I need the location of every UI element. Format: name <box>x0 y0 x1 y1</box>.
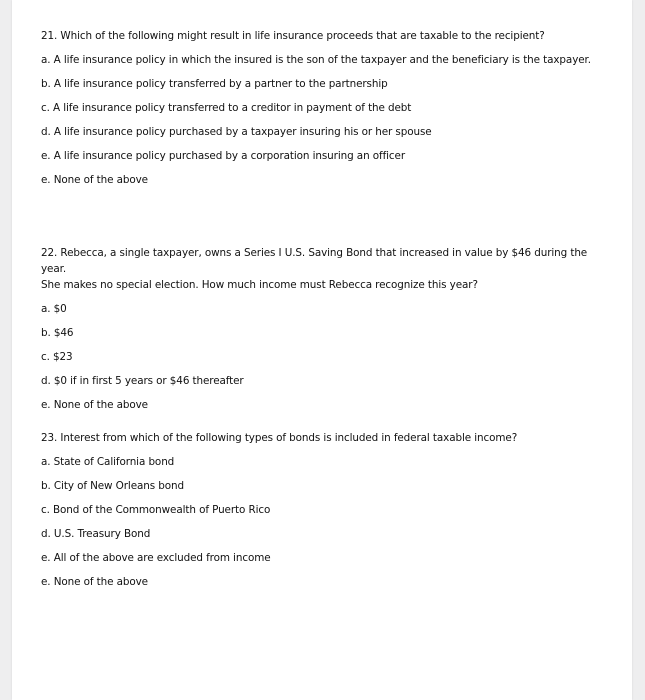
answer-option-a: a. $0 <box>41 303 67 315</box>
question-stem <box>41 245 601 293</box>
answer-option-e: e. All of the above are excluded from income <box>41 552 271 564</box>
question-stem-line-1: 22. Rebecca, a single taxpayer, owns a Series I U.S. Saving Bond that increased in value by $46 during the year. <box>41 247 588 275</box>
answer-option-d: d. $0 if in first 5 years or $46 thereafter <box>41 375 244 387</box>
answer-option-e-none: e. None of the above <box>41 174 148 186</box>
answer-option-b: b. $46 <box>41 327 74 339</box>
answer-option-a: a. A life insurance policy in which the insured is the son of the taxpayer and the beneficiary is the taxpayer. <box>41 54 591 66</box>
question-21 <box>41 28 601 196</box>
answer-option-b: b. A life insurance policy transferred by a partner to the partnership <box>41 78 388 90</box>
answer-option-a: a. State of California bond <box>41 456 175 468</box>
answer-option-e: e. None of the above <box>41 399 148 411</box>
answer-option-d: d. U.S. Treasury Bond <box>41 528 151 540</box>
question-22 <box>41 245 601 421</box>
answer-option-d: d. A life insurance policy purchased by a taxpayer insuring his or her spouse <box>41 126 432 138</box>
question-stem-line-2: She makes no special election. How much income must Rebecca recognize this year? <box>41 279 478 291</box>
answer-option-c: c. Bond of the Commonwealth of Puerto Rico <box>41 504 271 516</box>
answer-option-c: c. $23 <box>41 351 73 363</box>
question-stem: 21. Which of the following might result in life insurance proceeds that are taxable to the recipient? <box>41 30 545 42</box>
answer-option-c: c. A life insurance policy transferred to a creditor in payment of the debt <box>41 102 412 114</box>
document-page <box>12 0 632 700</box>
question-stem: 23. Interest from which of the following types of bonds is included in federal taxable income? <box>41 432 518 444</box>
answer-option-b: b. City of New Orleans bond <box>41 480 184 492</box>
answer-option-e: e. A life insurance policy purchased by a corporation insuring an officer <box>41 150 405 162</box>
answer-option-e-none: e. None of the above <box>41 576 148 588</box>
question-23 <box>41 430 601 598</box>
